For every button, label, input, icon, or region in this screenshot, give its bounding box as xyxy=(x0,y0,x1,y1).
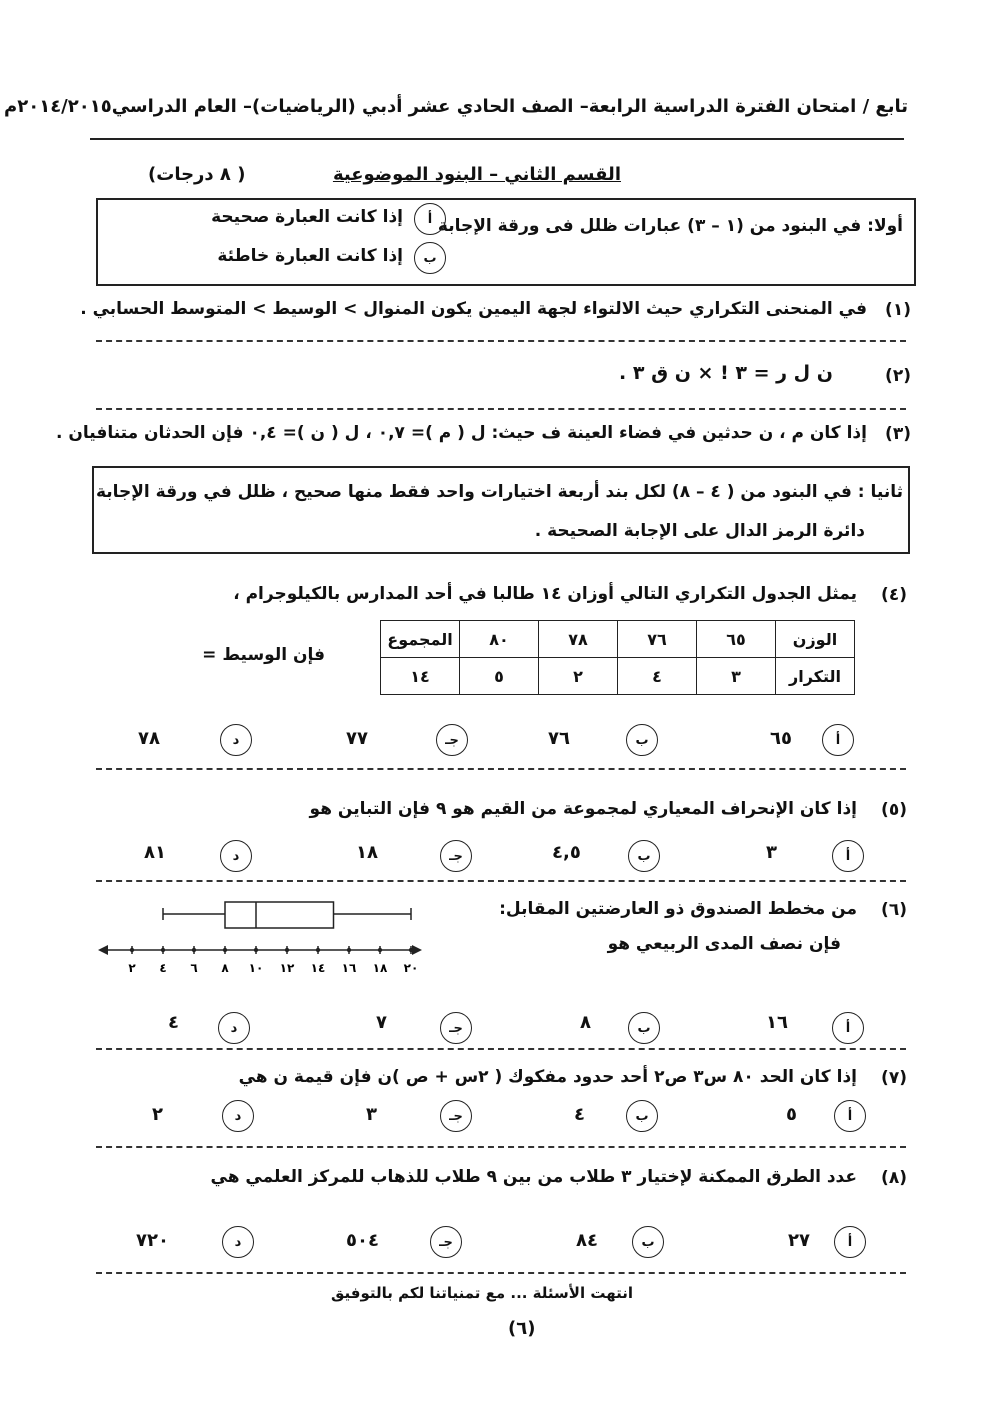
table-cell: التكرار xyxy=(776,658,855,695)
divider-4 xyxy=(96,880,906,882)
q4-option-b-circle[interactable] xyxy=(626,724,658,756)
part1-instruction: أولا: في البنود من (١ – ٣) عبارات ظلل فى ورقة الإجابة xyxy=(437,216,903,236)
q7-text: إذا كان الحد ٨٠ س٣ ص٢ أحد حدود مفكوك ( ٢س + ص )ن فإن قيمة ن هي xyxy=(238,1067,857,1087)
option-letter: جـ xyxy=(445,732,459,748)
table-row-weights xyxy=(381,621,855,658)
table-cell: ١٤ xyxy=(381,658,460,695)
q8-number: (٨) xyxy=(881,1168,907,1188)
table-cell: ٦٥ xyxy=(697,621,776,658)
divider-2 xyxy=(96,408,906,410)
table-cell: ٣ xyxy=(697,658,776,695)
q8-option-a-circle[interactable] xyxy=(834,1226,866,1258)
true-choice-text: إذا كانت العبارة صحيحة xyxy=(211,207,403,227)
axis-dot xyxy=(409,948,413,952)
q4-option-c-value: ٧٧ xyxy=(346,728,368,749)
q6-option-a-value: ١٦ xyxy=(766,1012,788,1033)
q8-option-d-circle[interactable] xyxy=(222,1226,254,1258)
option-letter: جـ xyxy=(449,848,463,864)
q8-option-c-circle[interactable] xyxy=(430,1226,462,1258)
q8-option-d-value: ٧٢٠ xyxy=(136,1230,169,1251)
q1-number: (١) xyxy=(885,300,911,320)
q5-option-b-value: ٤,٥ xyxy=(552,842,581,863)
divider-3 xyxy=(96,768,906,770)
axis-dot xyxy=(223,948,227,952)
divider-5 xyxy=(96,1048,906,1050)
axis-dot xyxy=(378,948,382,952)
q7-option-d-circle[interactable] xyxy=(222,1100,254,1132)
axis-tick-label: ٢ xyxy=(128,961,136,975)
q2-formula: ن ل ر = ٣ ! × ن ق ٣ . xyxy=(619,362,833,384)
q4-text: يمثل الجدول التكراري التالي أوزان ١٤ طالبا في أحد المدارس بالكيلوجرام ، xyxy=(233,584,857,604)
q8-text: عدد الطرق الممكنة لإختيار ٣ طلاب من بين ٩ طلاب للذهاب للمركز العلمي هي xyxy=(210,1167,857,1187)
q4-option-d-circle[interactable] xyxy=(220,724,252,756)
option-letter: ب xyxy=(635,732,649,748)
divider-7 xyxy=(96,1272,906,1274)
table-cell: المجموع xyxy=(381,621,460,658)
option-letter: جـ xyxy=(449,1020,463,1036)
axis-tick-label: ٦ xyxy=(190,961,198,975)
q7-number: (٧) xyxy=(881,1068,907,1088)
axis-tick-label: ١٤ xyxy=(310,961,326,975)
table-row-frequency xyxy=(381,658,855,695)
option-letter: جـ xyxy=(449,1108,463,1124)
option-letter: أ xyxy=(847,1234,853,1250)
option-letter: جـ xyxy=(439,1234,453,1250)
box-plot xyxy=(96,898,426,978)
q4-median-label: فإن الوسيط = xyxy=(202,645,325,665)
axis-arrow-left xyxy=(98,945,108,955)
false-choice-letter: ب xyxy=(423,250,437,266)
table-cell: ٥ xyxy=(460,658,539,695)
q8-option-b-value: ٨٤ xyxy=(576,1230,598,1251)
q7-option-a-value: ٥ xyxy=(786,1104,797,1125)
table-cell: ٨٠ xyxy=(460,621,539,658)
q1-text: في المنحنى التكراري حيث الالتواء لجهة اليمين يكون المنوال > الوسيط > المتوسط الحسابي . xyxy=(80,299,867,319)
axis-dot xyxy=(347,948,351,952)
q4-option-a-value: ٦٥ xyxy=(770,728,792,749)
table-cell: ٢ xyxy=(539,658,618,695)
section-title: القسم الثاني – البنود الموضوعية xyxy=(332,164,621,185)
page-number: (٦) xyxy=(508,1318,536,1339)
frequency-table xyxy=(380,620,855,695)
axis-tick-label: ١٦ xyxy=(341,961,357,975)
option-letter: د xyxy=(234,1108,242,1124)
q6-text: من مخطط الصندوق ذو العارضتين المقابل: xyxy=(499,899,857,919)
axis-tick-label: ٨ xyxy=(221,961,229,975)
q3-text: إذا كان م ، ن حدثين في فضاء العينة ف حيث: ل ( م )= ٠,٧ ، ل ( ن )= ٠,٤ فإن الحدثان متنافيان . xyxy=(56,423,867,443)
axis-tick-label: ٢٠ xyxy=(403,961,419,975)
q4-option-a-circle[interactable] xyxy=(822,724,854,756)
q5-option-a-circle[interactable] xyxy=(832,840,864,872)
axis-dot xyxy=(192,948,196,952)
axis-tick-label: ٤ xyxy=(159,961,167,975)
option-letter: أ xyxy=(847,1108,853,1124)
table-cell: ٧٦ xyxy=(618,621,697,658)
option-letter: ب xyxy=(635,1108,649,1124)
table-cell: ٤ xyxy=(618,658,697,695)
footer-text: انتهت الأسئلة ... مع تمنياتنا لكم بالتوفيق xyxy=(330,1284,633,1302)
false-choice-text: إذا كانت العبارة خاطئة xyxy=(217,246,403,266)
axis-tick-label: ١٨ xyxy=(372,961,388,975)
option-letter: أ xyxy=(845,848,851,864)
option-letter: أ xyxy=(845,1020,851,1036)
true-choice-circle xyxy=(414,203,446,235)
q7-option-b-circle[interactable] xyxy=(626,1100,658,1132)
box-plot-box xyxy=(225,902,334,928)
axis-dot xyxy=(316,948,320,952)
axis-tick-label: ١٢ xyxy=(279,961,295,975)
q2-number: (٢) xyxy=(885,366,911,386)
q6-option-b-circle[interactable] xyxy=(628,1012,660,1044)
q5-option-d-value: ٨١ xyxy=(144,842,166,863)
q6-number: (٦) xyxy=(881,900,907,920)
q4-option-b-value: ٧٦ xyxy=(548,728,570,749)
q6-option-d-circle[interactable] xyxy=(218,1012,250,1044)
q7-option-d-value: ٢ xyxy=(152,1104,163,1125)
part2-line2: دائرة الرمز الدال على الإجابة الصحيحة . xyxy=(534,521,865,541)
option-letter: ب xyxy=(641,1234,655,1250)
exam-header: تابع / امتحان الفترة الدراسية الرابعة– الصف الحادي عشر أدبي (الرياضيات)– العام الدراسي٢٠١٤/٢٠١٥م xyxy=(4,96,908,117)
q6-option-c-value: ٧ xyxy=(376,1012,387,1033)
q8-option-a-value: ٢٧ xyxy=(788,1230,810,1251)
q6-text-2: فإن نصف المدى الربيعي هو xyxy=(607,934,841,954)
axis-dot xyxy=(130,948,134,952)
axis-dot xyxy=(285,948,289,952)
true-choice-letter: أ xyxy=(427,211,433,227)
divider-1 xyxy=(96,340,906,342)
q4-option-c-circle[interactable] xyxy=(436,724,468,756)
q5-text: إذا كان الإنحراف المعياري لمجموعة من القيم هو ٩ فإن التباين هو xyxy=(309,799,857,819)
axis-tick-label: ١٠ xyxy=(248,961,264,975)
option-letter: د xyxy=(234,1234,242,1250)
q6-option-b-value: ٨ xyxy=(580,1012,591,1033)
table-cell: ٧٨ xyxy=(539,621,618,658)
axis-dot xyxy=(254,948,258,952)
q3-number: (٣) xyxy=(885,424,911,444)
q7-option-a-circle[interactable] xyxy=(834,1100,866,1132)
header-rule xyxy=(90,138,904,140)
q4-number: (٤) xyxy=(881,585,907,605)
q4-option-d-value: ٧٨ xyxy=(138,728,160,749)
axis-arrow-right xyxy=(412,945,422,955)
q6-option-c-circle[interactable] xyxy=(440,1012,472,1044)
q8-option-b-circle[interactable] xyxy=(632,1226,664,1258)
q7-option-c-circle[interactable] xyxy=(440,1100,472,1132)
option-letter: د xyxy=(232,732,240,748)
axis-dot xyxy=(161,948,165,952)
q6-option-a-circle[interactable] xyxy=(832,1012,864,1044)
q5-option-c-circle[interactable] xyxy=(440,840,472,872)
option-letter: د xyxy=(232,848,240,864)
false-choice-circle xyxy=(414,242,446,274)
q7-option-c-value: ٣ xyxy=(366,1104,377,1125)
divider-6 xyxy=(96,1146,906,1148)
q5-option-b-circle[interactable] xyxy=(628,840,660,872)
q5-option-a-value: ٣ xyxy=(766,842,777,863)
q5-option-c-value: ١٨ xyxy=(356,842,378,863)
option-letter: ب xyxy=(637,848,651,864)
q5-option-d-circle[interactable] xyxy=(220,840,252,872)
q6-option-d-value: ٤ xyxy=(168,1012,179,1033)
q5-number: (٥) xyxy=(881,800,907,820)
q7-option-b-value: ٤ xyxy=(574,1104,585,1125)
q8-option-c-value: ٥٠٤ xyxy=(346,1230,379,1251)
section-marks: ( ٨ درجات) xyxy=(148,164,246,185)
option-letter: د xyxy=(230,1020,238,1036)
option-letter: أ xyxy=(835,732,841,748)
table-cell: الوزن xyxy=(776,621,855,658)
part2-line1: ثانيا : في البنود من ( ٤ – ٨) لكل بند أربعة اختيارات واحد فقط منها صحيح ، ظلل في ورقة الإجابة xyxy=(95,482,903,502)
option-letter: ب xyxy=(637,1020,651,1036)
